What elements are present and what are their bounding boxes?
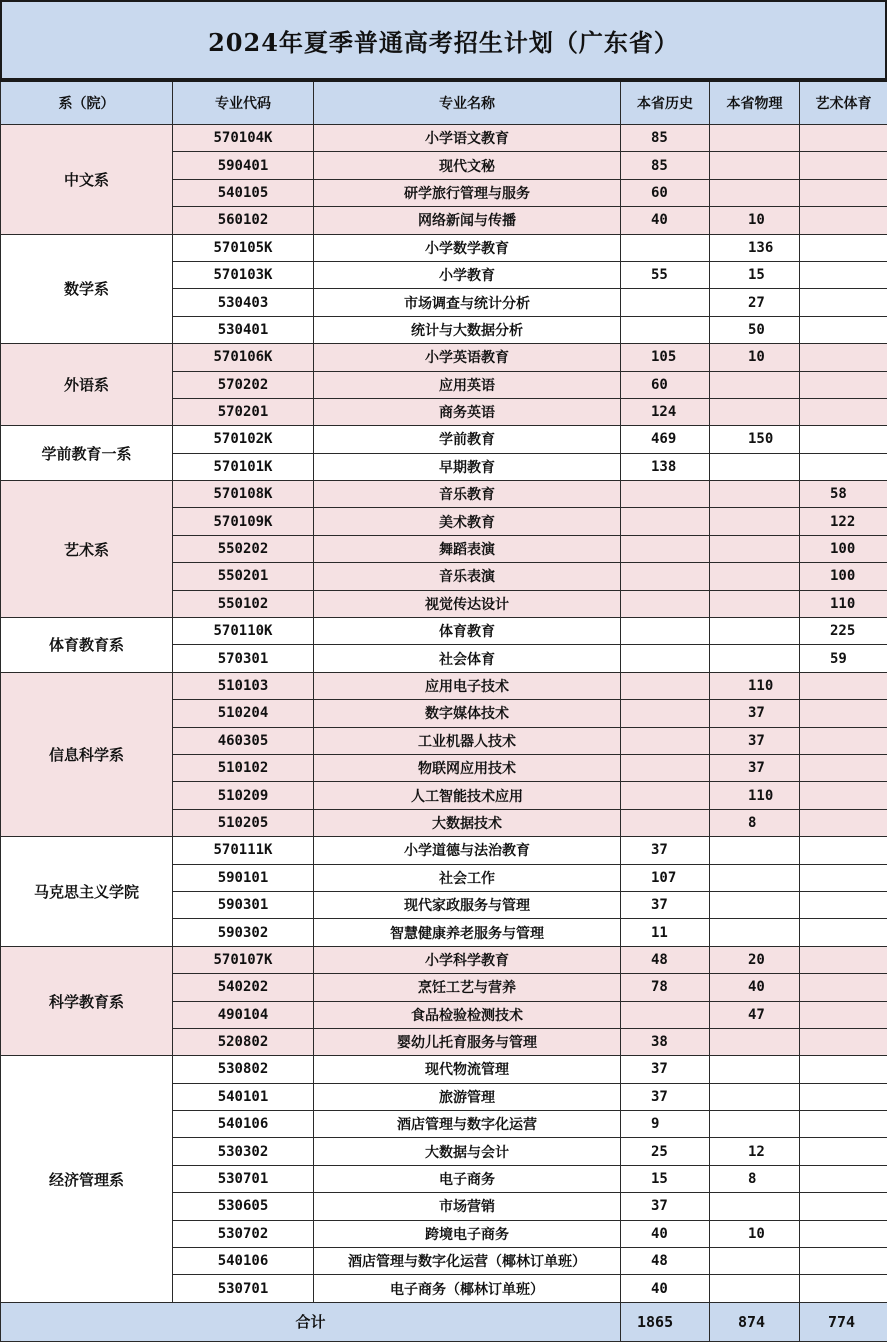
name-cell: 小学道德与法治教育	[314, 837, 621, 864]
name-cell: 工业机器人技术	[314, 727, 621, 754]
art-sports-cell: 225	[800, 618, 887, 645]
code-cell: 590301	[173, 891, 314, 918]
physics-cell	[710, 618, 800, 645]
physics-cell: 20	[710, 946, 800, 973]
history-cell: 37	[621, 837, 710, 864]
history-cell: 48	[621, 946, 710, 973]
art-sports-cell	[800, 1056, 887, 1083]
history-cell	[621, 782, 710, 809]
table-row	[1, 344, 887, 371]
history-cell: 37	[621, 891, 710, 918]
physics-cell	[710, 1056, 800, 1083]
name-cell: 人工智能技术应用	[314, 782, 621, 809]
dept-cell: 学前教育一系	[1, 426, 173, 481]
history-cell: 11	[621, 919, 710, 946]
name-cell: 烹饪工艺与营养	[314, 974, 621, 1001]
art-sports-cell	[800, 1165, 887, 1192]
code-cell: 570106K	[173, 344, 314, 371]
physics-cell	[710, 919, 800, 946]
name-cell: 体育教育	[314, 618, 621, 645]
code-cell: 570108K	[173, 481, 314, 508]
dept-cell: 中文系	[1, 125, 173, 235]
physics-cell: 27	[710, 289, 800, 316]
art-sports-cell: 100	[800, 535, 887, 562]
art-sports-cell	[800, 426, 887, 453]
code-cell: 510103	[173, 672, 314, 699]
code-cell: 540101	[173, 1083, 314, 1110]
physics-cell: 136	[710, 234, 800, 261]
table-body	[1, 125, 887, 1303]
art-sports-cell	[800, 946, 887, 973]
header-history: 本省历史	[621, 81, 710, 125]
art-sports-cell	[800, 344, 887, 371]
code-cell: 510209	[173, 782, 314, 809]
history-cell: 124	[621, 398, 710, 425]
art-sports-cell	[800, 919, 887, 946]
history-cell: 78	[621, 974, 710, 1001]
name-cell: 舞蹈表演	[314, 535, 621, 562]
code-cell: 460305	[173, 727, 314, 754]
physics-cell: 12	[710, 1138, 800, 1165]
art-sports-cell: 110	[800, 590, 887, 617]
physics-cell: 15	[710, 261, 800, 288]
code-cell: 550102	[173, 590, 314, 617]
header-art-sports: 艺术体育	[800, 81, 887, 125]
dept-cell: 马克思主义学院	[1, 837, 173, 947]
name-cell: 市场营销	[314, 1193, 621, 1220]
table-row	[1, 481, 887, 508]
name-cell: 小学语文教育	[314, 125, 621, 152]
history-cell	[621, 234, 710, 261]
art-sports-cell	[800, 1001, 887, 1028]
physics-cell	[710, 1028, 800, 1055]
history-cell	[621, 618, 710, 645]
code-cell: 570202	[173, 371, 314, 398]
physics-cell: 40	[710, 974, 800, 1001]
history-cell: 25	[621, 1138, 710, 1165]
history-cell	[621, 700, 710, 727]
history-cell: 107	[621, 864, 710, 891]
name-cell: 跨境电子商务	[314, 1220, 621, 1247]
code-cell: 530701	[173, 1275, 314, 1302]
name-cell: 物联网应用技术	[314, 754, 621, 781]
physics-cell: 10	[710, 1220, 800, 1247]
name-cell: 智慧健康养老服务与管理	[314, 919, 621, 946]
code-cell: 530401	[173, 316, 314, 343]
dept-cell: 信息科学系	[1, 672, 173, 836]
dept-cell: 经济管理系	[1, 1056, 173, 1303]
history-cell	[621, 1001, 710, 1028]
art-sports-cell	[800, 261, 887, 288]
art-sports-cell: 122	[800, 508, 887, 535]
table-row	[1, 234, 887, 261]
art-sports-cell	[800, 398, 887, 425]
enrollment-table	[0, 80, 887, 1342]
physics-cell	[710, 1111, 800, 1138]
code-cell: 570111K	[173, 837, 314, 864]
history-cell: 105	[621, 344, 710, 371]
history-cell: 138	[621, 453, 710, 480]
code-cell: 510205	[173, 809, 314, 836]
dept-cell: 体育教育系	[1, 618, 173, 673]
name-cell: 旅游管理	[314, 1083, 621, 1110]
total-label: 合计	[1, 1302, 621, 1341]
code-cell: 550202	[173, 535, 314, 562]
name-cell: 美术教育	[314, 508, 621, 535]
art-sports-cell	[800, 1248, 887, 1275]
art-sports-cell: 59	[800, 645, 887, 672]
history-cell	[621, 809, 710, 836]
history-cell: 60	[621, 179, 710, 206]
header-name: 专业名称	[314, 81, 621, 125]
history-cell: 37	[621, 1056, 710, 1083]
name-cell: 现代物流管理	[314, 1056, 621, 1083]
name-cell: 小学教育	[314, 261, 621, 288]
history-cell	[621, 563, 710, 590]
name-cell: 社会体育	[314, 645, 621, 672]
physics-cell: 150	[710, 426, 800, 453]
code-cell: 540202	[173, 974, 314, 1001]
art-sports-cell	[800, 837, 887, 864]
name-cell: 酒店管理与数字化运营（椰林订单班）	[314, 1248, 621, 1275]
name-cell: 市场调查与统计分析	[314, 289, 621, 316]
history-cell: 38	[621, 1028, 710, 1055]
physics-cell	[710, 398, 800, 425]
history-cell	[621, 590, 710, 617]
art-sports-cell	[800, 453, 887, 480]
physics-cell	[710, 590, 800, 617]
art-sports-cell	[800, 179, 887, 206]
physics-cell: 37	[710, 700, 800, 727]
code-cell: 540106	[173, 1111, 314, 1138]
name-cell: 音乐教育	[314, 481, 621, 508]
code-cell: 590101	[173, 864, 314, 891]
art-sports-cell	[800, 891, 887, 918]
total-physics: 874	[710, 1302, 800, 1341]
code-cell: 570107K	[173, 946, 314, 973]
art-sports-cell	[800, 1111, 887, 1138]
total-history: 1865	[621, 1302, 710, 1341]
name-cell: 音乐表演	[314, 563, 621, 590]
art-sports-cell	[800, 316, 887, 343]
name-cell: 电子商务	[314, 1165, 621, 1192]
name-cell: 统计与大数据分析	[314, 316, 621, 343]
physics-cell	[710, 179, 800, 206]
history-cell	[621, 727, 710, 754]
code-cell: 570109K	[173, 508, 314, 535]
total-art-sports: 774	[800, 1302, 887, 1341]
name-cell: 大数据与会计	[314, 1138, 621, 1165]
art-sports-cell	[800, 727, 887, 754]
total-row	[1, 1302, 887, 1341]
code-cell: 520802	[173, 1028, 314, 1055]
table-row	[1, 426, 887, 453]
header-physics: 本省物理	[710, 81, 800, 125]
name-cell: 应用英语	[314, 371, 621, 398]
code-cell: 530403	[173, 289, 314, 316]
dept-cell: 科学教育系	[1, 946, 173, 1056]
physics-cell	[710, 1083, 800, 1110]
code-cell: 570301	[173, 645, 314, 672]
name-cell: 食品检验检测技术	[314, 1001, 621, 1028]
code-cell: 490104	[173, 1001, 314, 1028]
physics-cell: 47	[710, 1001, 800, 1028]
art-sports-cell	[800, 289, 887, 316]
history-cell: 37	[621, 1193, 710, 1220]
code-cell: 530802	[173, 1056, 314, 1083]
name-cell: 小学数学教育	[314, 234, 621, 261]
code-cell: 570102K	[173, 426, 314, 453]
header-dept: 系（院）	[1, 81, 173, 125]
name-cell: 网络新闻与传播	[314, 207, 621, 234]
physics-cell: 110	[710, 782, 800, 809]
art-sports-cell	[800, 371, 887, 398]
physics-cell	[710, 125, 800, 152]
code-cell: 560102	[173, 207, 314, 234]
physics-cell: 50	[710, 316, 800, 343]
table-row	[1, 125, 887, 152]
physics-cell	[710, 152, 800, 179]
name-cell: 酒店管理与数字化运营	[314, 1111, 621, 1138]
physics-cell	[710, 837, 800, 864]
art-sports-cell: 58	[800, 481, 887, 508]
header-code: 专业代码	[173, 81, 314, 125]
art-sports-cell	[800, 234, 887, 261]
code-cell: 570104K	[173, 125, 314, 152]
code-cell: 540105	[173, 179, 314, 206]
dept-cell: 外语系	[1, 344, 173, 426]
history-cell: 40	[621, 1275, 710, 1302]
table-row	[1, 837, 887, 864]
name-cell: 应用电子技术	[314, 672, 621, 699]
physics-cell	[710, 1275, 800, 1302]
code-cell: 550201	[173, 563, 314, 590]
history-cell	[621, 289, 710, 316]
history-cell: 85	[621, 125, 710, 152]
code-cell: 510204	[173, 700, 314, 727]
table-row	[1, 1056, 887, 1083]
history-cell	[621, 508, 710, 535]
name-cell: 研学旅行管理与服务	[314, 179, 621, 206]
code-cell: 590401	[173, 152, 314, 179]
history-cell: 9	[621, 1111, 710, 1138]
table-row	[1, 618, 887, 645]
physics-cell: 10	[710, 344, 800, 371]
name-cell: 数字媒体技术	[314, 700, 621, 727]
history-cell: 40	[621, 207, 710, 234]
name-cell: 大数据技术	[314, 809, 621, 836]
physics-cell: 8	[710, 1165, 800, 1192]
physics-cell: 110	[710, 672, 800, 699]
name-cell: 社会工作	[314, 864, 621, 891]
physics-cell	[710, 453, 800, 480]
physics-cell	[710, 481, 800, 508]
history-cell	[621, 672, 710, 699]
physics-cell	[710, 508, 800, 535]
physics-cell: 8	[710, 809, 800, 836]
history-cell: 37	[621, 1083, 710, 1110]
art-sports-cell	[800, 1083, 887, 1110]
art-sports-cell	[800, 207, 887, 234]
physics-cell	[710, 891, 800, 918]
name-cell: 学前教育	[314, 426, 621, 453]
history-cell: 469	[621, 426, 710, 453]
code-cell: 540106	[173, 1248, 314, 1275]
name-cell: 婴幼儿托育服务与管理	[314, 1028, 621, 1055]
art-sports-cell	[800, 700, 887, 727]
art-sports-cell	[800, 152, 887, 179]
code-cell: 570101K	[173, 453, 314, 480]
history-cell: 85	[621, 152, 710, 179]
physics-cell: 37	[710, 727, 800, 754]
code-cell: 590302	[173, 919, 314, 946]
art-sports-cell	[800, 1275, 887, 1302]
art-sports-cell	[800, 1193, 887, 1220]
physics-cell	[710, 645, 800, 672]
art-sports-cell	[800, 782, 887, 809]
history-cell: 40	[621, 1220, 710, 1247]
history-cell: 48	[621, 1248, 710, 1275]
art-sports-cell	[800, 974, 887, 1001]
history-cell	[621, 481, 710, 508]
name-cell: 商务英语	[314, 398, 621, 425]
table-row	[1, 672, 887, 699]
history-cell	[621, 316, 710, 343]
name-cell: 早期教育	[314, 453, 621, 480]
code-cell: 570105K	[173, 234, 314, 261]
art-sports-cell	[800, 125, 887, 152]
name-cell: 现代文秘	[314, 152, 621, 179]
name-cell: 电子商务（椰林订单班）	[314, 1275, 621, 1302]
history-cell: 60	[621, 371, 710, 398]
history-cell	[621, 754, 710, 781]
history-cell	[621, 535, 710, 562]
code-cell: 530701	[173, 1165, 314, 1192]
art-sports-cell	[800, 864, 887, 891]
name-cell: 视觉传达设计	[314, 590, 621, 617]
physics-cell: 10	[710, 207, 800, 234]
physics-cell	[710, 563, 800, 590]
code-cell: 570110K	[173, 618, 314, 645]
code-cell: 570201	[173, 398, 314, 425]
physics-cell	[710, 1248, 800, 1275]
dept-cell: 数学系	[1, 234, 173, 344]
code-cell: 530702	[173, 1220, 314, 1247]
art-sports-cell: 100	[800, 563, 887, 590]
dept-cell: 艺术系	[1, 481, 173, 618]
art-sports-cell	[800, 672, 887, 699]
physics-cell	[710, 535, 800, 562]
art-sports-cell	[800, 1138, 887, 1165]
page-title: 2024年夏季普通高考招生计划（广东省）	[0, 0, 887, 80]
code-cell: 530302	[173, 1138, 314, 1165]
physics-cell	[710, 371, 800, 398]
physics-cell	[710, 1193, 800, 1220]
name-cell: 小学英语教育	[314, 344, 621, 371]
history-cell: 15	[621, 1165, 710, 1192]
history-cell: 55	[621, 261, 710, 288]
header-row	[1, 81, 887, 125]
physics-cell: 37	[710, 754, 800, 781]
art-sports-cell	[800, 754, 887, 781]
code-cell: 510102	[173, 754, 314, 781]
code-cell: 530605	[173, 1193, 314, 1220]
art-sports-cell	[800, 809, 887, 836]
code-cell: 570103K	[173, 261, 314, 288]
history-cell	[621, 645, 710, 672]
physics-cell	[710, 864, 800, 891]
name-cell: 小学科学教育	[314, 946, 621, 973]
art-sports-cell	[800, 1220, 887, 1247]
table-row	[1, 946, 887, 973]
art-sports-cell	[800, 1028, 887, 1055]
name-cell: 现代家政服务与管理	[314, 891, 621, 918]
